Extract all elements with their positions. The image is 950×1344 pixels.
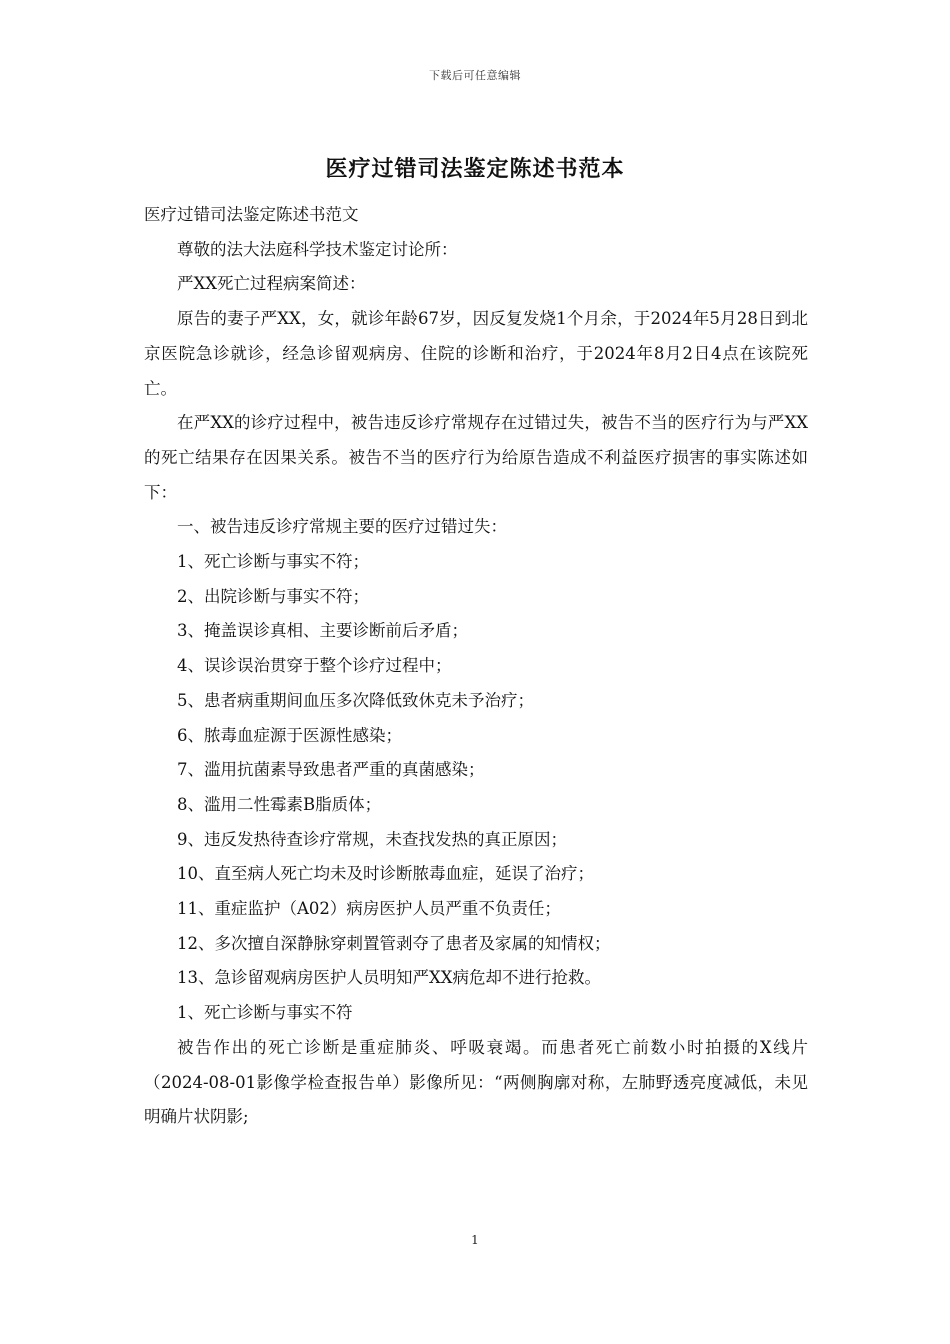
paragraph-allegation: 在严XX的诊疗过程中，被告违反诊疗常规存在过错过失，被告不当的医疗行为与严XX的死亡结果存在因果关系。被告不当的医疗行为给原告造成不利益医疗损害的事实陈述如下：: [144, 413, 808, 502]
list-item: 2、出院诊断与事实不符；: [177, 586, 369, 606]
salutation: 尊敬的法大法庭科学技术鉴定讨论所：: [177, 239, 458, 259]
list-item: 9、违反发热待查诊疗常规，未查找发热的真正原因；: [177, 829, 567, 849]
list-item: 4、误诊误治贯穿于整个诊疗过程中；: [177, 656, 452, 676]
list-item: 1、死亡诊断与事实不符；: [177, 552, 369, 572]
list-item: 3、掩盖误诊真相、主要诊断前后矛盾；: [177, 621, 468, 641]
list-item: 5、患者病重期间血压多次降低致休克未予治疗；: [177, 690, 534, 710]
paragraph-case-summary: 原告的妻子严XX，女，就诊年龄67岁，因反复发烧1个月余，于2024年5月28日到北京医院急诊就诊，经急诊留观病房、住院的诊断和治疗，于2024年8月2日4点在该院死亡。: [144, 309, 808, 398]
list-item: 11、重症监护（A02）病房医护人员严重不负责任；: [177, 899, 561, 919]
list-item: 7、滥用抗菌素导致患者严重的真菌感染；: [177, 760, 485, 780]
page-header: 下载后可任意编辑: [429, 69, 521, 82]
list-item: 8、滥用二性霉素B脂质体；: [177, 794, 382, 814]
list-item: 13、急诊留观病房医护人员明知严XX病危却不进行抢救。: [177, 968, 601, 988]
document-subtitle: 医疗过错司法鉴定陈述书范文: [144, 205, 359, 224]
page-number: 1: [471, 1233, 479, 1247]
case-heading: 严XX死亡过程病案简述：: [177, 274, 366, 294]
sub-heading: 1、死亡诊断与事实不符: [177, 1003, 353, 1023]
list-item: 10、直至病人死亡均未及时诊断脓毒血症，延误了治疗；: [177, 864, 594, 884]
document-title: 医疗过错司法鉴定陈述书范本: [325, 157, 625, 182]
list-item: 6、脓毒血症源于医源性感染；: [177, 725, 402, 745]
paragraph-death-diagnosis: 被告作出的死亡诊断是重症肺炎、呼吸衰竭。而患者死亡前数小时拍摄的X线片（2024-08-01影像学检查报告单）影像所见：“两侧胸廓对称，左肺野透亮度减低，未见明确片状阴影;: [144, 1037, 808, 1127]
section-heading: 一、被告违反诊疗常规主要的医疗过错过失：: [177, 517, 507, 537]
document-body: [144, 198, 808, 1135]
list-item: 12、多次擅自深静脉穿刺置管剥夺了患者及家属的知情权；: [177, 933, 611, 953]
